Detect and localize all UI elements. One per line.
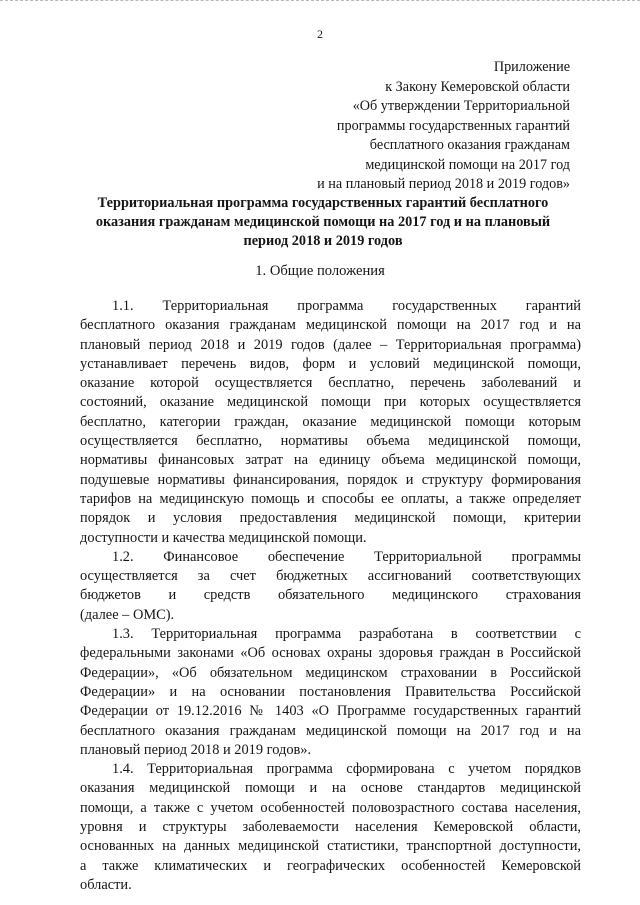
paragraph-line: (далее – ОМС). bbox=[80, 606, 175, 623]
appendix-block bbox=[317, 58, 570, 195]
paragraph-line: осуществляется за счет бюджетных ассигнований соответствующих bbox=[80, 568, 581, 585]
body-text bbox=[80, 297, 581, 895]
paragraph-line: помощи, а также с учетом особенностей половозрастного состава населения, bbox=[80, 799, 581, 816]
page-number: 2 bbox=[317, 27, 323, 41]
appendix-line: «Об утверждении Территориальной bbox=[352, 98, 570, 114]
title-line: оказания гражданам медицинской помощи на 2017 год и на плановый bbox=[95, 214, 551, 230]
document-title bbox=[60, 194, 586, 251]
paragraph-line: подушевые нормативы финансирования, порядок и структуру формирования bbox=[80, 471, 581, 488]
paragraph-1-1 bbox=[80, 297, 581, 548]
paragraph-line: оказания медицинской помощи и на основе стандартов медицинской bbox=[80, 780, 581, 797]
paragraph-line: Федерации» и на основании постановления Правительства Российской bbox=[80, 683, 581, 700]
paragraph-line: доступности и качества медицинской помощи. bbox=[80, 529, 367, 546]
paragraph-line: бесплатного оказания гражданам медицинской помощи на 2017 год и на bbox=[80, 317, 581, 334]
appendix-line: медицинской помощи на 2017 год bbox=[365, 156, 570, 173]
appendix-line: и на плановый период 2018 и 2019 годов» bbox=[317, 176, 570, 192]
paragraph-line: основанных на данных медицинской статистики, транспортной доступности, bbox=[80, 838, 581, 855]
paragraph-line: 1.3. Территориальная программа разработана в соответствии с bbox=[112, 626, 581, 643]
paragraph-line: 1.2. Финансовое обеспечение Территориальной программы bbox=[112, 548, 581, 565]
paragraph-1-3 bbox=[80, 625, 581, 760]
paragraph-line: 1.1. Территориальная программа государственных гарантий bbox=[112, 298, 581, 314]
paragraph-line: нормативы финансовых затрат на единицу объема медицинской помощи, bbox=[80, 452, 581, 469]
title-line: период 2018 и 2019 годов bbox=[243, 233, 403, 249]
appendix-line: к Закону Кемеровской области bbox=[385, 78, 570, 95]
title-line: Территориальная программа государственных гарантий бесплатного bbox=[97, 195, 549, 211]
paragraph-line: бюджетов и средств обязательного медицинского страхования bbox=[80, 587, 581, 604]
paragraph-line: плановый период 2018 и 2019 годов». bbox=[80, 741, 312, 758]
paragraph-line: федеральными законами «Об основах охраны здоровья граждан в Российской bbox=[80, 645, 581, 662]
paragraph-line: плановый период 2018 и 2019 годов (далее – Территориальная программа) bbox=[80, 336, 581, 353]
paragraph-line: бесплатно, категории граждан, оказание медицинской помощи которым bbox=[80, 413, 581, 430]
paragraph-line: бесплатного оказания гражданам медицинской помощи на 2017 год и на bbox=[80, 722, 581, 739]
paragraph-line: а также климатических и географических особенностей Кемеровской bbox=[80, 857, 581, 874]
paragraph-line: состояний, оказание медицинской помощи при которых осуществляется bbox=[80, 394, 581, 411]
paragraph-line: оказание которой осуществляется бесплатно, перечень заболеваний и bbox=[80, 375, 581, 392]
paragraph-line: устанавливает перечень видов, форм и условий медицинской помощи, bbox=[80, 355, 581, 372]
paragraph-line: Федерации от 19.12.2016 № 1403 «О Программе государственных гарантий bbox=[80, 703, 581, 720]
paragraph-1-2 bbox=[80, 548, 581, 625]
appendix-line: программы государственных гарантий bbox=[336, 117, 570, 134]
appendix-line: бесплатного оказания гражданам bbox=[369, 137, 570, 153]
paragraph-1-4 bbox=[80, 760, 581, 895]
paragraph-line: осуществляется бесплатно, нормативы объема медицинской помощи, bbox=[80, 433, 581, 450]
paragraph-line: 1.4. Территориальная программа сформирована с учетом порядков bbox=[112, 761, 581, 778]
paragraph-line: области. bbox=[80, 876, 132, 893]
appendix-line: Приложение bbox=[493, 59, 570, 75]
page-top-edge bbox=[0, 0, 640, 4]
paragraph-line: уровня и структуры заболеваемости населения Кемеровской области, bbox=[80, 819, 581, 836]
section-heading: 1. Общие положения bbox=[255, 263, 385, 279]
paragraph-line: Федерации», «Об обязательном медицинском страховании в Российской bbox=[80, 664, 581, 681]
paragraph-line: тарифов на медицинскую помощь и способы ее оплаты, а также определяет bbox=[80, 490, 581, 507]
paragraph-line: порядок и условия предоставления медицинской помощи, критерии bbox=[80, 510, 581, 527]
